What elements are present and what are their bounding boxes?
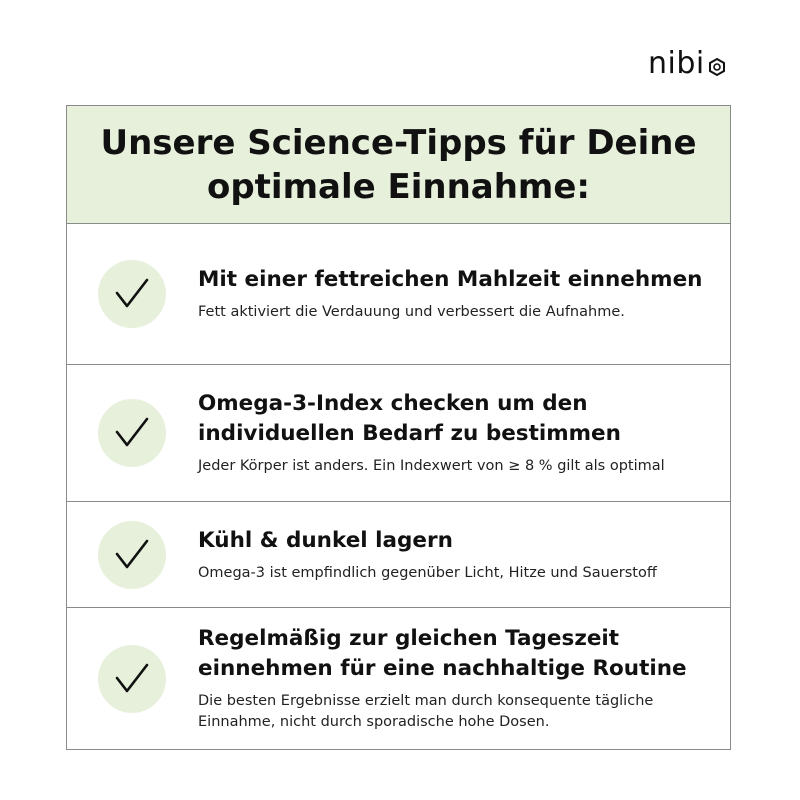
- tip-text: [198, 389, 710, 477]
- logo-wordmark: nibi: [648, 46, 705, 81]
- tips-card: [66, 105, 731, 750]
- tip-title: Kühl & dunkel lagern: [198, 527, 453, 553]
- tip-description: Jeder Körper ist anders. Ein Indexwert von ≥ 8 % gilt als optimal: [198, 458, 665, 474]
- checkmark-icon: [98, 260, 166, 328]
- tip-text: [198, 526, 710, 584]
- tip-description: Omega-3 ist empfindlich gegenüber Licht, Hitze und Sauerstoff: [198, 564, 657, 581]
- tip-description: Die besten Ergebnisse erzielt man durch konsequente tägliche Einnahme, nicht durch sporadische hohe Dosen.: [198, 693, 654, 730]
- checkmark-icon: [98, 399, 166, 467]
- tip-title: Omega-3-Index checken um den individuellen Bedarf zu bestimmen: [198, 391, 621, 446]
- tip-description: Fett aktiviert die Verdauung und verbessert die Aufnahme.: [198, 304, 625, 320]
- tip-text: [198, 624, 710, 733]
- tip-item: [67, 365, 730, 502]
- card-title: Unsere Science-Tipps für Deine optimale Einnahme:: [100, 122, 697, 207]
- tip-title: Mit einer fettreichen Mahlzeit einnehmen: [198, 267, 703, 292]
- tip-title: Regelmäßig zur gleichen Tageszeit einnehmen für eine nachhaltige Routine: [198, 626, 687, 681]
- tip-item: [67, 224, 730, 365]
- brand-logo: [648, 44, 728, 84]
- checkmark-icon: [98, 521, 166, 589]
- card-header: [67, 106, 730, 224]
- hexagon-ring-icon: [706, 56, 728, 78]
- checkmark-icon: [98, 645, 166, 713]
- tip-item: [67, 502, 730, 608]
- tip-item: [67, 608, 730, 749]
- tip-text: [198, 265, 710, 323]
